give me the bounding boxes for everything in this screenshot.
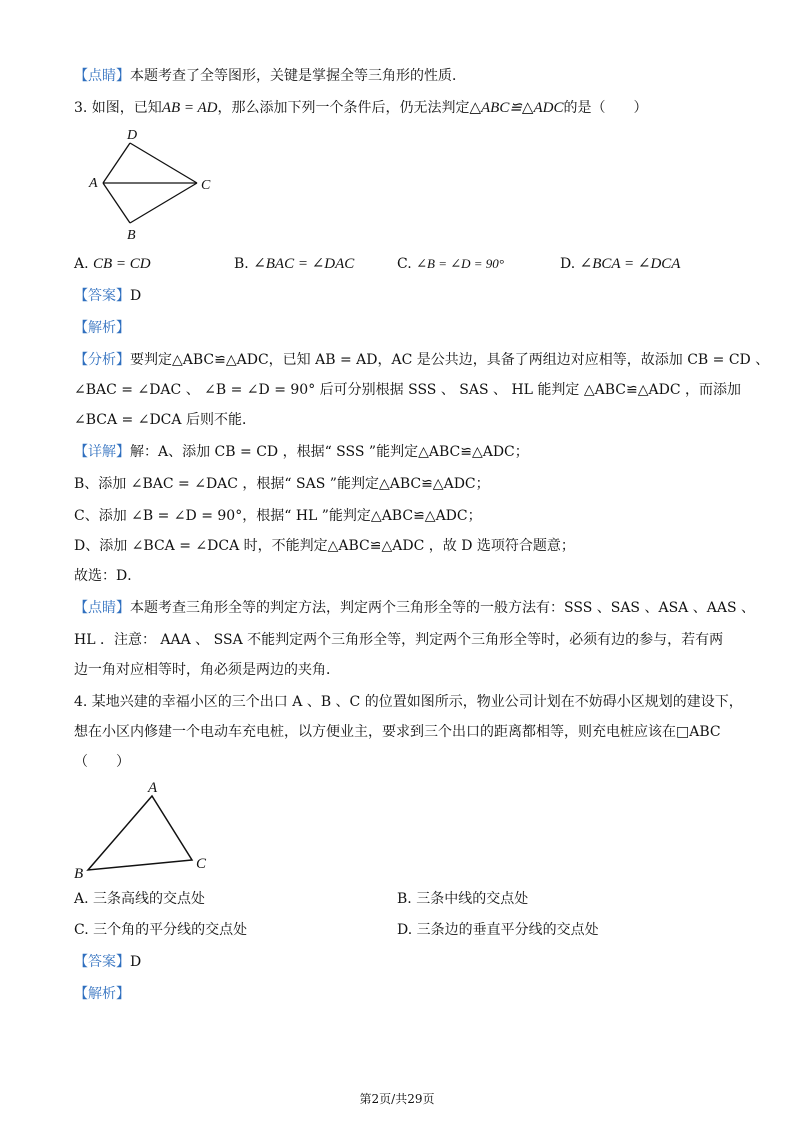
q3-detail-line-1 (74, 442, 529, 462)
q3-answer-value: D (130, 288, 142, 304)
q4-answer-value: D (130, 954, 142, 970)
prev-comment-line (74, 66, 466, 86)
option-letter: D. (397, 922, 413, 938)
q3-jiexi-line (74, 318, 130, 338)
option-letter: B. (234, 256, 249, 272)
option-text: ∠BCA = ∠DCA (579, 256, 681, 272)
dianjing-tag: 【点睛】 (74, 600, 130, 616)
q3-option-d (560, 254, 680, 274)
page-footer: 第2页/共29页 (359, 1092, 435, 1106)
q3-comment-line-3 (74, 660, 340, 680)
q4-label-b: B (74, 866, 84, 882)
q4-stem-line-3 (74, 752, 130, 772)
q4-answer-line (74, 952, 141, 972)
option-text: 三条高线的交点处 (93, 891, 206, 907)
q4-jiexi-line (74, 984, 130, 1004)
q3-analysis-line-1 (74, 350, 769, 370)
q3-option-c (397, 254, 504, 274)
jiexi-tag: 【解析】 (74, 986, 130, 1002)
q4-option-b (397, 889, 528, 909)
q4-label-a: A (148, 780, 158, 796)
q3-answer-line (74, 286, 141, 306)
q4-stem-text: （ ） (74, 754, 130, 770)
detail-text: 故选：D． (74, 568, 142, 584)
q4-triangle (88, 796, 192, 870)
option-text: ∠BAC = ∠DAC (253, 256, 355, 272)
q4-stem-text: 想在小区内修建一个电动车充电桩，以方便业主，要求到三个出口的距离都相等，则充电桩应该在□ABC (74, 724, 721, 740)
q3-edge-ad (103, 143, 130, 183)
q3-detail-line-2 (74, 474, 490, 494)
q3-stem-equation: AB = AD (161, 100, 218, 116)
detail-text: D、添加 ∠BCA = ∠DCA 时，不能判定△ABC≌△ADC ，故 D 选项符合题意； (74, 538, 575, 554)
fenxi-tag: 【分析】 (74, 352, 130, 368)
q4-label-c: C (196, 856, 207, 872)
q3-edge-bc (130, 183, 197, 223)
comment-text: 边一角对应相等时，角必须是两边的夹角． (74, 662, 340, 678)
q4-option-a (74, 889, 205, 909)
option-text: ∠B = ∠D = 90° (416, 256, 504, 271)
option-letter: C. (397, 256, 412, 272)
prev-comment-text: 本题考查了全等图形，关键是掌握全等三角形的性质． (130, 68, 466, 84)
q3-label-a: A (89, 176, 98, 191)
q3-stem-part: ，那么添加下列一个条件后，仍无法判定 (217, 100, 470, 116)
q3-stem-part: 的是（ ） (563, 100, 648, 116)
option-text: 三个角的平分线的交点处 (93, 922, 248, 938)
q3-detail-line-3 (74, 506, 482, 526)
q3-stem (74, 98, 647, 118)
q3-detail-line-4 (74, 536, 575, 556)
option-text: 三条中线的交点处 (416, 891, 529, 907)
comment-text: HL ．注意： AAA 、 SSA 不能判定两个三角形全等，判定两个三角形全等时，必须有边的参与，若有两 (74, 632, 724, 648)
option-letter: D. (560, 256, 576, 272)
q3-analysis-line-3 (74, 410, 256, 430)
option-letter: A. (74, 891, 89, 907)
answer-tag: 【答案】 (74, 954, 130, 970)
q3-label-b: B (127, 228, 136, 243)
q3-label-d: D (127, 128, 138, 143)
q3-option-b (234, 254, 354, 274)
q3-comment-line-2 (74, 630, 723, 650)
q3-label-c: C (201, 178, 211, 193)
analysis-text: ∠BCA = ∠DCA 后则不能． (74, 412, 256, 428)
q3-stem-part: 3. 如图，已知 (74, 100, 162, 116)
q3-edge-dc (130, 143, 197, 183)
option-letter: C. (74, 922, 89, 938)
q3-stem-triangles: △ABC≌△ADC (469, 100, 564, 116)
q4-stem-line-1 (74, 692, 743, 712)
xiangjie-tag: 【详解】 (74, 444, 130, 460)
jiexi-tag: 【解析】 (74, 320, 130, 336)
answer-tag: 【答案】 (74, 288, 130, 304)
q3-detail-line-5 (74, 566, 141, 586)
detail-text: B、添加 ∠BAC = ∠DAC ，根据“ SAS ”能判定△ABC≌△ADC； (74, 476, 490, 492)
option-letter: A. (74, 256, 89, 272)
analysis-text: ∠BAC = ∠DAC 、 ∠B = ∠D = 90° 后可分别根据 SSS 、 SAS 、 HL 能判定 △ABC≌△ADC ，而添加 (74, 382, 742, 398)
q4-option-d (397, 920, 599, 940)
q4-stem-line-2 (74, 722, 721, 742)
dianjing-tag: 【点睛】 (74, 68, 130, 84)
q3-quadrilateral-figure (85, 125, 225, 245)
q3-analysis-line-2 (74, 380, 741, 400)
q4-stem-text: 4. 某地兴建的幸福小区的三个出口 A 、B 、C 的位置如图所示，物业公司计划在不妨碍小区规划的建设下， (74, 694, 743, 710)
detail-text: C、添加 ∠B = ∠D = 90°，根据“ HL ”能判定△ABC≌△ADC； (74, 508, 482, 524)
q4-option-c (74, 920, 247, 940)
detail-text: 解：A、添加 CB = CD ，根据“ SSS ”能判定△ABC≌△ADC； (130, 444, 529, 460)
q3-option-a (74, 254, 151, 274)
option-letter: B. (397, 891, 412, 907)
comment-text: 本题考查三角形全等的判定方法，判定两个三角形全等的一般方法有：SSS 、SAS 、ASA 、AAS 、 (130, 600, 755, 616)
option-text: 三条边的垂直平分线的交点处 (416, 922, 599, 938)
q4-triangle-figure (70, 778, 220, 883)
q3-comment-line-1 (74, 598, 755, 618)
analysis-text: 要判定△ABC≌△ADC，已知 AB = AD，AC 是公共边，具备了两组边对应相等，故添加 CB = CD 、 (130, 352, 770, 368)
option-text: CB = CD (93, 256, 151, 272)
q3-edge-ab (103, 183, 130, 223)
